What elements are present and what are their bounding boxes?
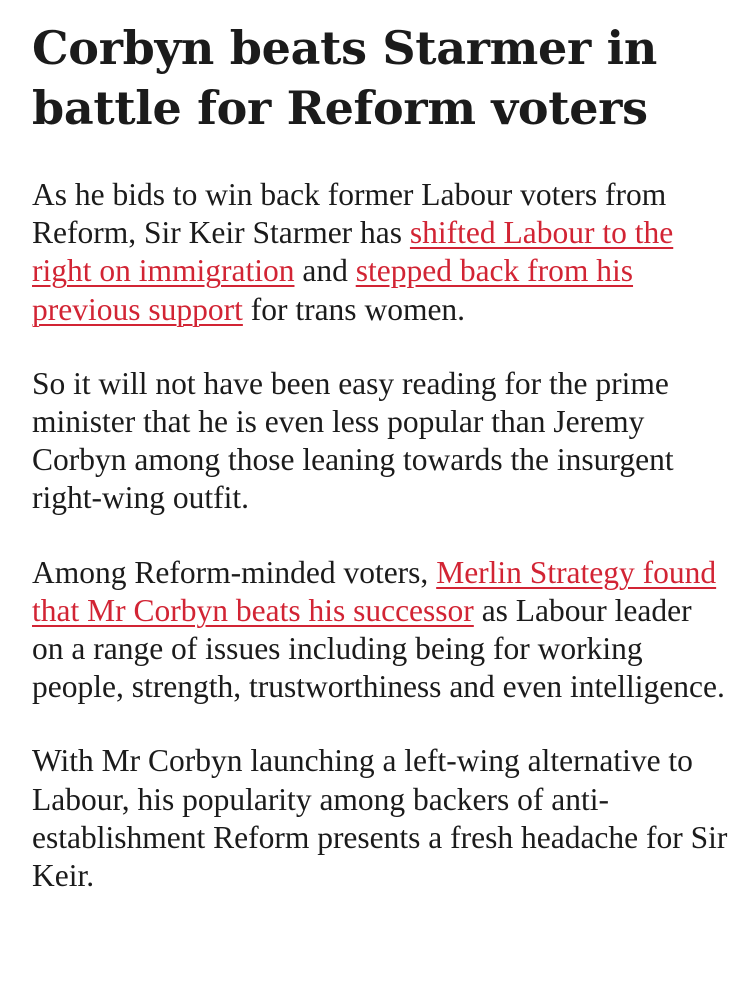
paragraph-text: as Labour leader on a range of issues including being for working people, strength, trustworthiness and even intelligence. xyxy=(32,592,725,705)
paragraph-1 xyxy=(32,176,728,329)
link-stepped-back-from-support[interactable]: stepped back from his previous support xyxy=(32,253,634,327)
headline: Corbyn beats Starmer in battle for Reform voters xyxy=(32,21,657,135)
paragraph-4 xyxy=(32,742,728,895)
paragraph-text: for trans women. xyxy=(242,291,466,327)
paragraph-text: With Mr Corbyn launching a left-wing alternative to Labour, his popularity among backers of anti-establishment Reform presents a fresh headache for Sir Keir. xyxy=(32,743,728,894)
paragraph-2 xyxy=(32,365,728,518)
paragraph-text: As he bids to win back former Labour voters from Reform, Sir Keir Starmer has xyxy=(32,177,667,251)
link-merlin-strategy-finding[interactable]: Merlin Strategy found that Mr Corbyn beats his successor xyxy=(32,554,717,628)
paragraph-text: Among Reform-minded voters, xyxy=(32,554,437,590)
paragraph-text: and xyxy=(294,253,356,289)
link-shifted-labour-right-on-immigration[interactable]: shifted Labour to the right on immigration xyxy=(32,215,674,289)
paragraph-text: So it will not have been easy reading for the prime minister that he is even less popular than Jeremy Corbyn among those leaning towards the insurgent right-wing outfit. xyxy=(32,365,674,516)
paragraph-3 xyxy=(32,554,728,707)
